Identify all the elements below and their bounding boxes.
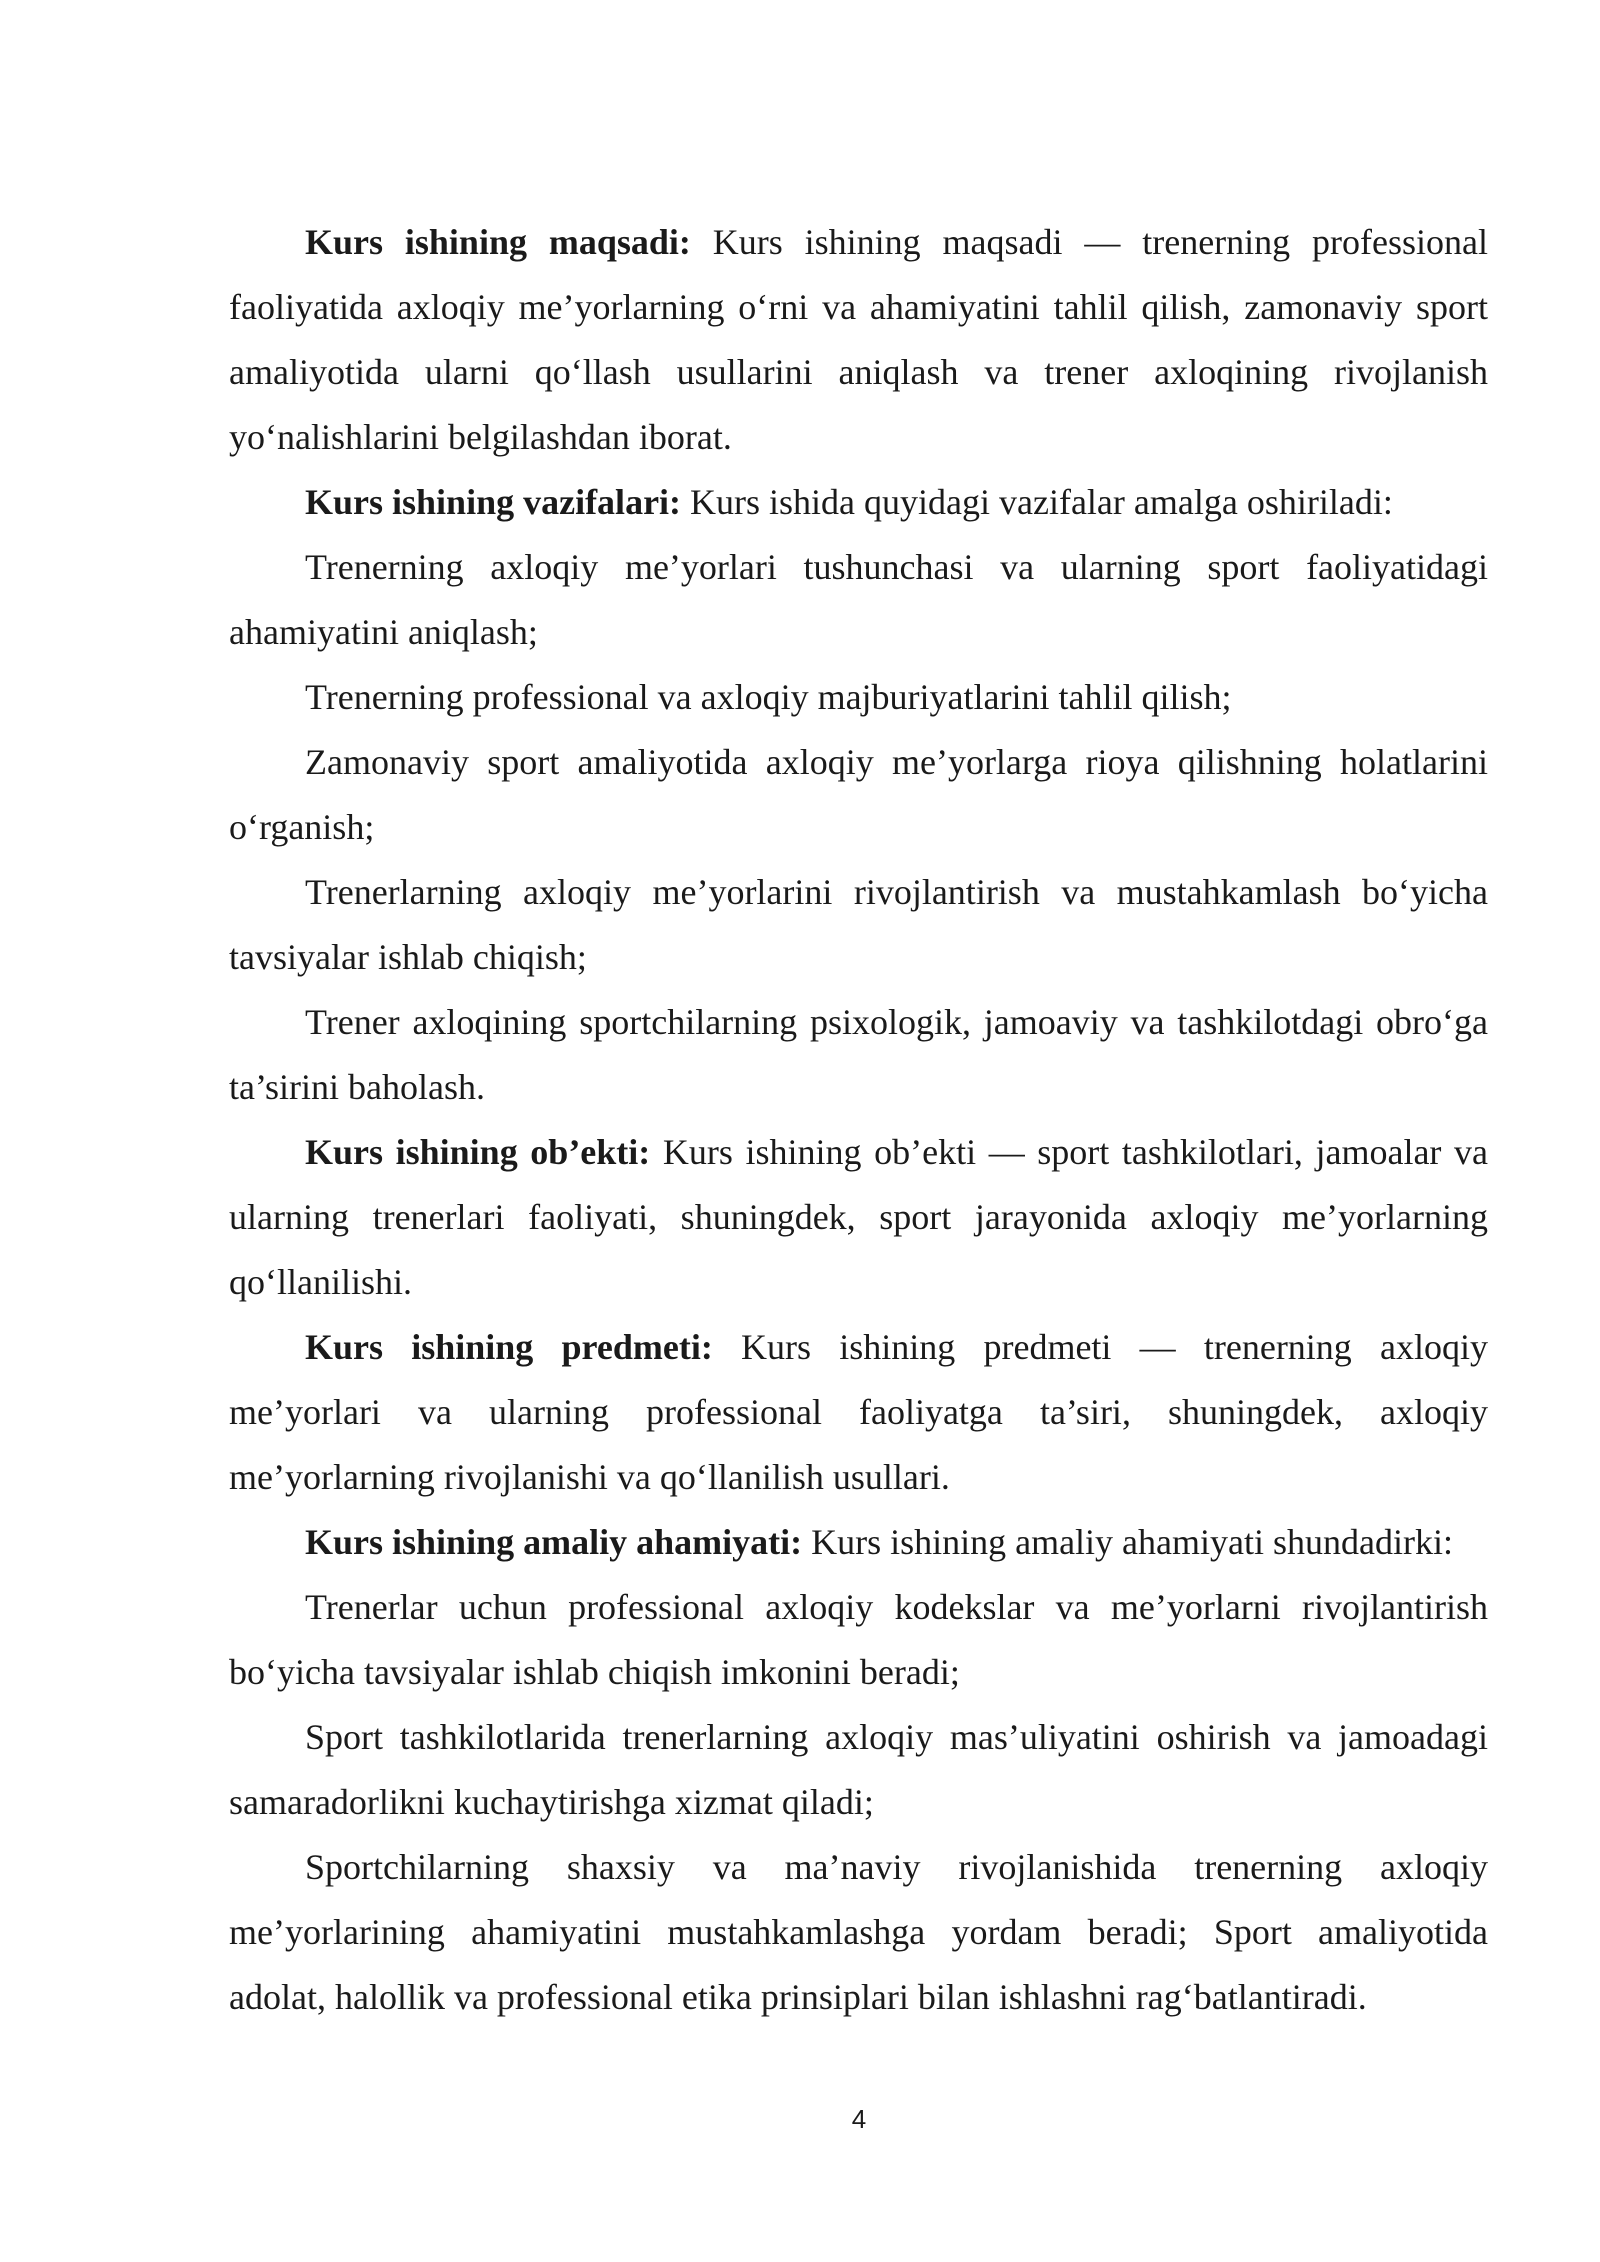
paragraph-text: Kurs ishining amaliy ahamiyati shundadirki: — [802, 1522, 1453, 1562]
paragraph-vazifalari — [229, 470, 1488, 535]
paragraph-text: Kurs ishining ob’ekti — sport tashkilotlari, jamoalar va ularning trenerlari faoliyati, shuningdek, sport jarayonida axloqiy me’yorlarning qo‘llanilishi. — [229, 1132, 1488, 1302]
list-item — [229, 1705, 1488, 1835]
paragraph-text: Kurs ishining predmeti — trenerning axloqiy me’yorlari va ularning professional faoliyatga ta’siri, shuningdek, axloqiy me’yorlarning rivojlanishi va qo‘llanilish usullari. — [229, 1327, 1488, 1497]
list-item — [229, 860, 1488, 990]
paragraph-text: Kurs ishining maqsadi — trenerning professional faoliyatida axloqiy me’yorlarning o‘rni va ahamiyatini tahlil qilish, zamonaviy sport amaliyotida ularni qo‘llash usullarini aniqlash va trener axloqining rivojlanish yo‘nalishlarini belgilashdan iborat. — [229, 222, 1488, 457]
paragraph-maqsadi — [229, 210, 1488, 470]
list-item — [229, 1575, 1488, 1705]
paragraph-heading: Kurs ishining ob’ekti: — [305, 1132, 651, 1172]
paragraph-text: Sport tashkilotlarida trenerlarning axloqiy mas’uliyatini oshirish va jamoadagi samaradorlikni kuchaytirishga xizmat qiladi; — [229, 1717, 1488, 1822]
list-item — [229, 730, 1488, 860]
paragraph-heading: Kurs ishining amaliy ahamiyati: — [305, 1522, 803, 1562]
paragraph-obekti — [229, 1120, 1488, 1315]
list-item — [229, 990, 1488, 1120]
list-item — [229, 1835, 1488, 2030]
paragraph-heading: Kurs ishining maqsadi: — [305, 222, 691, 262]
paragraph-amaliy-ahamiyati — [229, 1510, 1488, 1575]
page-body — [229, 210, 1488, 2030]
paragraph-heading: Kurs ishining predmeti: — [305, 1327, 713, 1367]
paragraph-predmeti — [229, 1315, 1488, 1510]
paragraph-text: Trenerlar uchun professional axloqiy kodekslar va me’yorlarni rivojlantirish bo‘yicha tavsiyalar ishlab chiqish imkonini beradi; — [229, 1587, 1488, 1692]
list-item — [229, 665, 1488, 730]
paragraph-heading: Kurs ishining vazifalari: — [305, 482, 682, 522]
paragraph-text: Trenerlarning axloqiy me’yorlarini rivojlantirish va mustahkamlash bo‘yicha tavsiyalar ishlab chiqish; — [229, 872, 1488, 977]
paragraph-text: Trener axloqining sportchilarning psixologik, jamoaviy va tashkilotdagi obro‘ga ta’sirini baholash. — [229, 1002, 1488, 1107]
paragraph-text: Zamonaviy sport amaliyotida axloqiy me’yorlarga rioya qilishning holatlarini o‘rganish; — [229, 742, 1488, 847]
paragraph-text: Trenerning axloqiy me’yorlari tushunchasi va ularning sport faoliyatidagi ahamiyatini aniqlash; — [229, 547, 1488, 652]
paragraph-text: Sportchilarning shaxsiy va ma’naviy rivojlanishida trenerning axloqiy me’yorlarining ahamiyatini mustahkamlashga yordam beradi; Sport amaliyotida adolat, halollik va professional etika prinsiplari bilan ishlashni rag‘batlantiradi. — [229, 1847, 1488, 2017]
paragraph-text: Trenerning professional va axloqiy majburiyatlarini tahlil qilish; — [305, 677, 1232, 717]
page-number: 4 — [851, 2104, 867, 2134]
list-item — [229, 535, 1488, 665]
paragraph-text: Kurs ishida quyidagi vazifalar amalga oshiriladi: — [681, 482, 1393, 522]
